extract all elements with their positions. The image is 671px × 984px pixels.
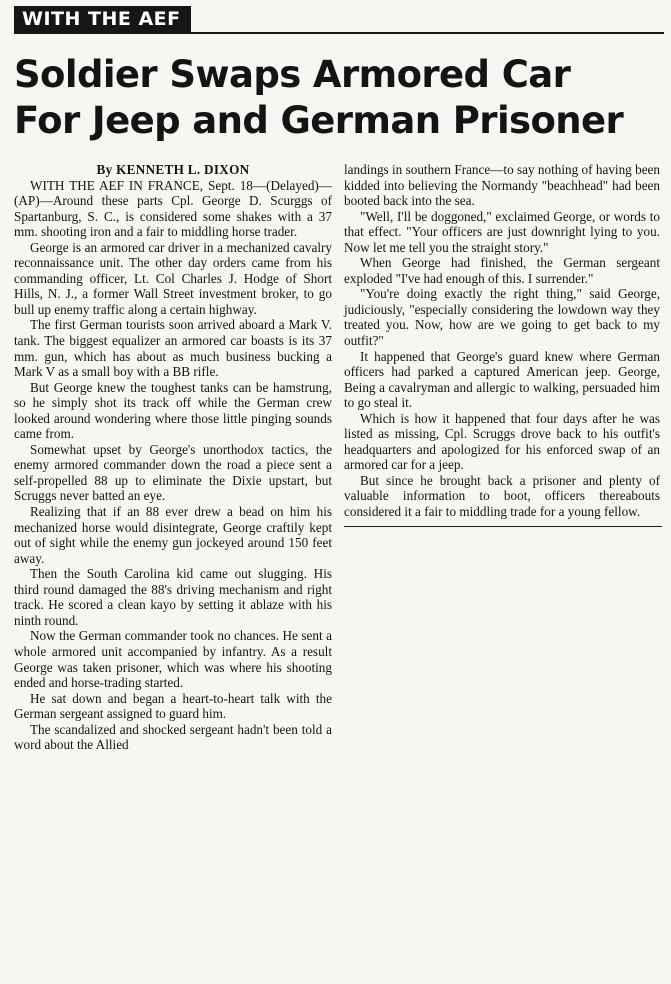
paragraph: The first German tourists soon arrived aboard a Mark V. tank. The biggest equalizer an armored car boasts is its 37 mm. gun, which has about as much business bucking a Mark V as a small boy with a BB rifle.	[14, 317, 332, 380]
paragraph: It happened that George's guard knew where German officers had parked a captured American jeep. George, Being a cavalryman and allergic to walking, persuaded him to go steal it.	[344, 348, 660, 411]
paragraph: George is an armored car driver in a mechanized cavalry reconnaissance unit. The other day orders came from his commanding officer, Lt. Col Charles J. Hodge of Short Hills, N. J., a former Wall Street investment broker, to go bull up enemy traffic along a certain highway.	[14, 239, 332, 317]
paragraph: Realizing that if an 88 ever drew a bead on him his mechanized horse would disintegrate, George craftily kept out of sight while the enemy gun jockeyed around 150 feet away.	[14, 504, 332, 566]
paragraph: He sat down and began a heart-to-heart talk with the German sergeant assigned to guard him.	[14, 690, 332, 722]
paragraph: "Well, I'll be doggoned," exclaimed George, or words to that effect. "Your officers are just downright lying to you. Now let me tell you the straight story."	[344, 208, 660, 255]
paragraph: WITH THE AEF IN FRANCE, Sept. 18—(Delayed)—(AP)—Around these parts Cpl. George D. Scurggs of Spartanburg, S. C., is considered some shakes with a 37 mm. shooting iron and a fair to middling horse trader.	[14, 177, 332, 240]
article-column-left	[14, 162, 332, 753]
byline: By KENNETH L. DIXON	[96, 162, 250, 177]
kicker-rule	[14, 32, 664, 34]
headline	[14, 52, 664, 144]
paragraph: When George had finished, the German sergeant exploded "I've had enough of this. I surrender."	[344, 255, 660, 286]
paragraph-continuation: landings in southern France—to say nothing of having been kidded into believing the Normandy "beachhead" had been booted back into the sea.	[344, 162, 660, 209]
paragraph: Then the South Carolina kid came out slugging. His third round damaged the 88's driving mechanism and right track. He scored a clean kayo by setting it ablaze with his ninth round.	[14, 566, 332, 628]
paragraph: But George knew the toughest tanks can be hamstrung, so he simply shot its track off while the German crew looked around wondering where those little pinging sounds came from.	[14, 379, 332, 442]
paragraph: But since he brought back a prisoner and plenty of valuable information to boot, officers thereabouts considered it a fair to middling trade for a young fellow.	[344, 472, 660, 520]
section-kicker: WITH THE AEF	[14, 6, 191, 33]
paragraph: "You're doing exactly the right thing," said George, judiciously, "especially considering the lowdown way they treated you. Now, how are we going to get back to my outfit?"	[344, 286, 660, 349]
article-end-rule	[344, 526, 662, 527]
headline-line-1: Soldier Swaps Armored Car	[14, 53, 571, 96]
headline-line-2: For Jeep and German Prisoner	[14, 99, 624, 142]
paragraph: Which is how it happened that four days after he was listed as missing, Cpl. Scruggs drove back to his outfit's headquarters and apologized for his enforced swap of an armored car for a jeep.	[344, 410, 660, 473]
article-column-right	[344, 162, 660, 527]
paragraph: The scandalized and shocked sergeant hadn't been told a word about the Allied	[14, 721, 332, 753]
paragraph: Somewhat upset by George's unorthodox tactics, the enemy armored commander down the road a piece sent a self-propelled 88 up to eliminate the Dixie upstart, but Scruggs never batted an eye.	[14, 441, 332, 504]
paragraph: Now the German commander took no chances. He sent a whole armored unit accompanied by infantry. As a result George was taken prisoner, which was where his shooting ended and horse-trading started.	[14, 628, 332, 691]
